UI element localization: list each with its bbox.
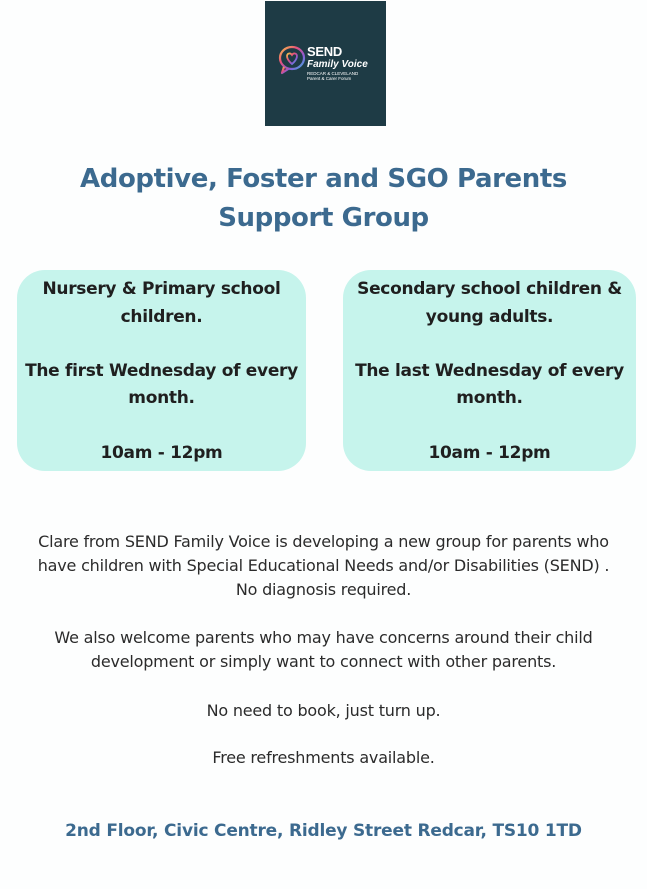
booking-note: No need to book, just turn up. bbox=[206, 701, 441, 720]
intro-line-2: have children with Special Educational Needs and/or Disabilities (SEND) . bbox=[37, 556, 610, 575]
card-schedule-line-2: month. bbox=[128, 388, 195, 408]
logo-tagline: Family Voice bbox=[307, 59, 368, 70]
welcome-line-1: We also welcome parents who may have concerns around their child bbox=[54, 628, 593, 647]
title-line-1: Adoptive, Foster and SGO Parents bbox=[80, 164, 567, 194]
card-audience-line-2: children. bbox=[120, 307, 203, 327]
card-audience-line-1: Secondary school children & bbox=[357, 279, 622, 299]
card-audience-line-2: young adults. bbox=[425, 307, 554, 327]
refreshments-note: Free refreshments available. bbox=[212, 748, 435, 767]
intro-line-3: No diagnosis required. bbox=[235, 580, 412, 599]
page-title bbox=[0, 160, 647, 238]
card-schedule-line-1: The first Wednesday of every bbox=[25, 361, 298, 381]
card-schedule-line-1: The last Wednesday of every bbox=[355, 361, 624, 381]
card-time: 10am - 12pm bbox=[100, 443, 223, 463]
venue-address: 2nd Floor, Civic Centre, Ridley Street Redcar, TS10 1TD bbox=[65, 821, 582, 841]
send-family-voice-logo bbox=[265, 1, 386, 126]
card-schedule-line-2: month. bbox=[456, 388, 523, 408]
heart-speech-bubble-icon bbox=[278, 45, 306, 75]
card-audience-line-1: Nursery & Primary school bbox=[42, 279, 281, 299]
card-time: 10am - 12pm bbox=[428, 443, 551, 463]
intro-line-1: Clare from SEND Family Voice is developing a new group for parents who bbox=[38, 532, 609, 551]
intro-paragraph bbox=[0, 530, 647, 602]
logo-region: REDCAR & CLEVELAND bbox=[307, 71, 359, 76]
title-line-2: Support Group bbox=[218, 203, 429, 233]
logo-name: SEND bbox=[307, 44, 342, 59]
card-secondary-young-adults bbox=[343, 270, 636, 471]
card-nursery-primary bbox=[17, 270, 306, 471]
logo-forum: Parent & Carer Forum bbox=[307, 76, 352, 81]
welcome-paragraph bbox=[0, 626, 647, 674]
welcome-line-2: development or simply want to connect with other parents. bbox=[90, 652, 557, 671]
